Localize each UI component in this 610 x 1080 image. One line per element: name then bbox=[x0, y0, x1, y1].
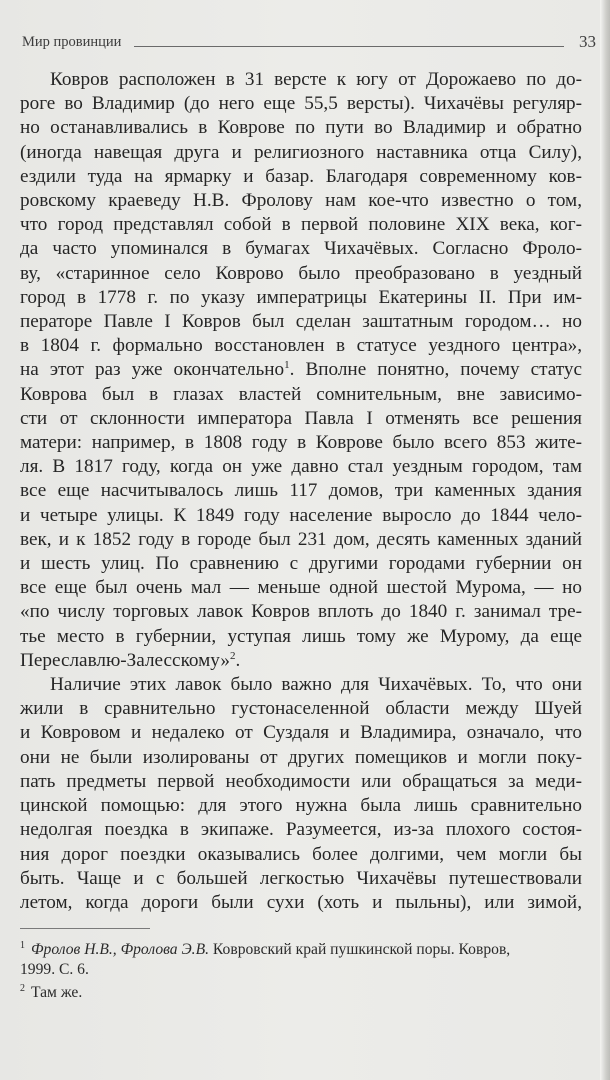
text-line: но останавливались в Коврове по пути во Владимир и обратно bbox=[20, 117, 582, 139]
text-line: и шесть улиц. По сравнению с другими городами губернии он bbox=[20, 553, 582, 575]
text-line: все еще был очень мал — меньше одной шестой Мурома, — но bbox=[20, 577, 582, 599]
text-line: «по числу торговых лавок Ковров вплоть до 1840 г. занимал тре- bbox=[20, 601, 582, 623]
text-line: тье место в губернии, уступая лишь тому же Мурому, да еще bbox=[20, 625, 582, 647]
text-segment: . Вполне понятно, почему статус bbox=[289, 359, 582, 381]
text-line: ровскому краеведу Н.В. Фролову нам кое-что известно о том, bbox=[20, 190, 582, 212]
text-line: ву, «старинное село Коврово было преобразовано в уездный bbox=[20, 262, 582, 284]
text-line: Коврова был в глазах властей сомнительным, вне зависимо- bbox=[20, 383, 582, 405]
text-line: да часто упоминался в бумагах Чихачёвых. Согласно Фроло- bbox=[20, 238, 582, 260]
text-segment: . bbox=[235, 649, 241, 671]
footnote-number: 2 bbox=[20, 983, 25, 995]
footnote-text: Ковровский край пушкинской поры. Ковров, bbox=[209, 941, 511, 958]
text-line: недолгая поездка в экипаже. Разумеется, из-за плохого состоя- bbox=[20, 819, 582, 841]
text-line: Ковров расположен в 31 версте к югу от Дорожаево по до- bbox=[50, 69, 582, 90]
text-line: Наличие этих лавок было важно для Чихачёвых. То, что они bbox=[50, 674, 582, 696]
header-rule bbox=[134, 46, 564, 47]
text-line: они не были изолированы от других помещиков и могли поку- bbox=[20, 746, 582, 768]
text-line: и четыре улицы. К 1849 году население выросло до 1844 чело- bbox=[20, 504, 582, 526]
text-line: матери: например, в 1808 году в Коврове было всего 853 жите- bbox=[20, 432, 582, 454]
page-header bbox=[22, 34, 596, 56]
text-segment: на этот раз уже окончательно bbox=[20, 359, 285, 381]
text-line: ля. В 1817 году, когда он уже давно стал уездным городом, там bbox=[20, 456, 582, 478]
page-number: 33 bbox=[579, 32, 596, 51]
text-line bbox=[20, 649, 582, 673]
text-line: ния дорог поездки оказывались более долгими, чем могли бы bbox=[20, 843, 582, 865]
text-line: все еще насчитывалось лишь 117 домов, три каменных здания bbox=[20, 480, 582, 502]
footnote-separator bbox=[20, 928, 150, 929]
footnotes bbox=[20, 936, 582, 1003]
text-line: и Ковровом и недалеко от Суздаля и Владимира, означало, что bbox=[20, 722, 582, 744]
text-line: сти от склонности императора Павла I отменять все решения bbox=[20, 407, 582, 429]
text-line: летом, когда дороги были сухи (хоть и пыльны), или зимой, bbox=[20, 891, 582, 913]
text-line: век, и к 1852 году в городе был 231 дом, десять каменных зданий bbox=[20, 528, 582, 550]
paragraph-2 bbox=[20, 673, 582, 915]
text-line: ператоре Павле I Ковров был сделан заштатным городом… но bbox=[20, 311, 582, 333]
footnote-text-continued: 1999. С. 6. bbox=[20, 960, 89, 978]
text-line: жили в сравнительно густонаселенной области между Шуей bbox=[20, 698, 582, 720]
text-line: цинской помощью: для этого нужна была лишь сравнительно bbox=[20, 795, 582, 817]
footnote-ref-2[interactable]: 2 bbox=[229, 649, 236, 662]
text-line bbox=[20, 358, 582, 382]
footnote-authors: Фролов Н.В., Фролова Э.В. bbox=[31, 941, 210, 958]
text-line: быть. Чаще и с большей легкостью Чихачёвы путешествовали bbox=[20, 867, 582, 889]
running-title: Мир провинции bbox=[22, 34, 122, 50]
paragraph-1 bbox=[20, 68, 582, 673]
body-text bbox=[20, 68, 582, 915]
text-line: (иногда навещая друга и религиозного наставника отца Силу), bbox=[20, 141, 582, 163]
footnote-text: Там же. bbox=[31, 984, 83, 1002]
footnote-1 bbox=[20, 936, 582, 979]
footnote-ref-1[interactable]: 1 bbox=[284, 359, 290, 372]
text-line: пать предметы первой необходимости или обращаться за меди- bbox=[20, 770, 582, 792]
text-line: ездили туда на ярмарку и базар. Благодаря современному ков- bbox=[20, 165, 582, 187]
footnote-number: 1 bbox=[20, 940, 25, 951]
text-line: что город представлял собой в первой половине XIX века, ког- bbox=[20, 214, 582, 236]
text-line: город в 1778 г. по указу императрицы Екатерины II. При им- bbox=[20, 286, 582, 308]
footnote-2 bbox=[20, 979, 582, 1003]
page-edge bbox=[600, 0, 610, 1080]
text-segment: Переславлю-Залесскому» bbox=[20, 649, 230, 671]
text-line: в 1804 г. формально восстановлен в статусе уездного центра», bbox=[20, 335, 582, 357]
text-line: роге во Владимир (до него еще 55,5 версты). Чихачёвы регуляр- bbox=[20, 93, 582, 115]
